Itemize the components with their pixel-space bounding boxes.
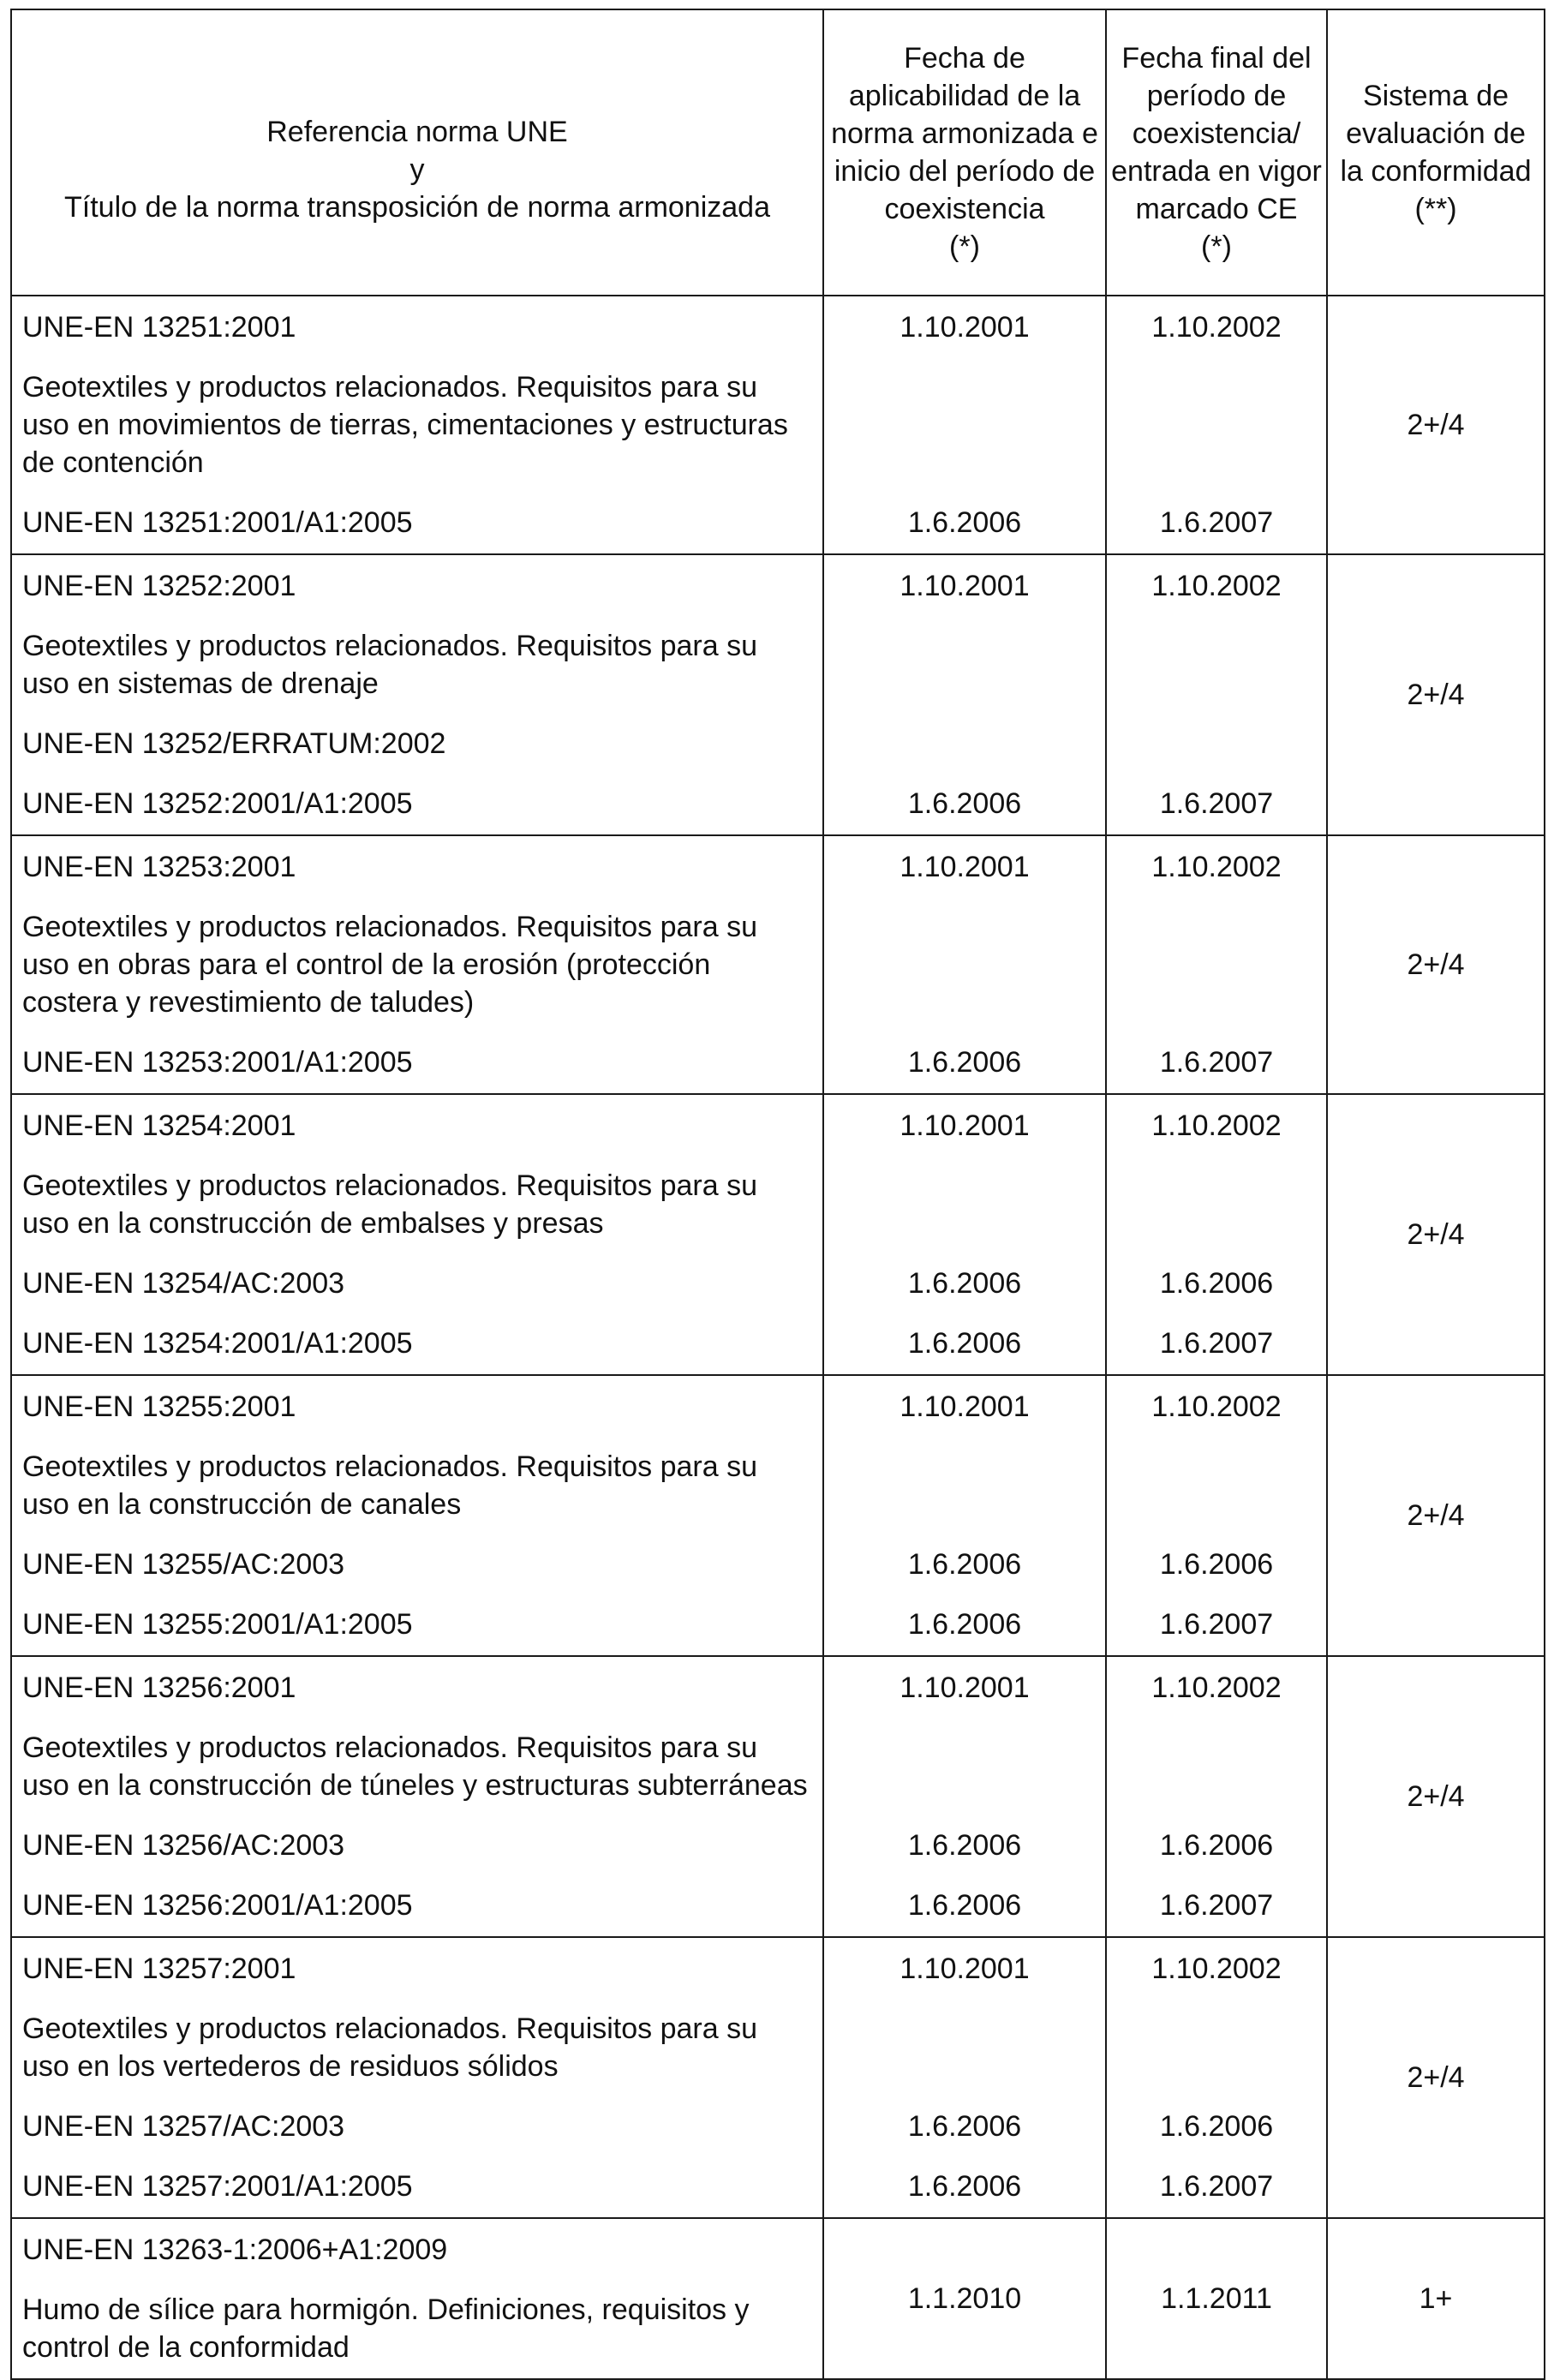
header-reference-line: y: [409, 153, 425, 186]
header-system-line: Sistema de: [1362, 80, 1509, 112]
system-cell: 2+/4: [1327, 1937, 1545, 2218]
start-date-cell: [823, 1937, 1106, 2218]
reference-cell: [11, 2218, 823, 2379]
start-date: 1.6.2006: [907, 1327, 1022, 1360]
header-end-line: marcado CE: [1135, 193, 1298, 225]
start-date-cell: [823, 296, 1106, 554]
end-date: 1.10.2002: [1151, 1109, 1282, 1142]
norm-title: Geotextiles y productos relacionados. Requisitos para su uso en obras para el control de la erosión (protección costera y revestimiento de taludes): [22, 911, 758, 1019]
start-date-cell: [823, 1656, 1106, 1937]
start-date: 1.6.2006: [907, 787, 1022, 820]
start-date: 1.6.2006: [907, 1829, 1022, 1862]
start-date: 1.10.2001: [900, 1109, 1030, 1142]
table-row: [11, 554, 1545, 835]
table-row: [11, 296, 1545, 554]
reference-cell: [11, 554, 823, 835]
norm-amendment: UNE-EN 13251:2001/A1:2005: [22, 506, 413, 539]
norm-reference: UNE-EN 13255:2001: [22, 1390, 296, 1423]
header-system-line: (**): [1414, 193, 1457, 225]
norm-amendment: UNE-EN 13253:2001/A1:2005: [22, 1046, 413, 1079]
norm-title: Geotextiles y productos relacionados. Requisitos para su uso en los vertederos de residuos sólidos: [22, 2012, 758, 2083]
header-end-line: entrada en vigor: [1111, 155, 1322, 188]
end-date-cell: [1106, 1094, 1327, 1375]
end-date: 1.6.2006: [1159, 1548, 1274, 1581]
header-reference-line: Título de la norma transposición de norma armonizada: [64, 191, 770, 224]
header-start-line: norma armonizada e: [831, 117, 1098, 150]
header-system-line: la conformidad: [1340, 155, 1532, 188]
norm-amendment: UNE-EN 13256:2001/A1:2005: [22, 1889, 413, 1922]
start-date: 1.10.2001: [900, 1390, 1030, 1423]
table-row: [11, 2218, 1545, 2379]
end-date-cell: [1106, 1375, 1327, 1656]
system-cell: 1+: [1327, 2218, 1545, 2379]
norm-reference: UNE-EN 13253:2001: [22, 851, 296, 883]
system-cell: 2+/4: [1327, 835, 1545, 1094]
system-cell: 2+/4: [1327, 296, 1545, 554]
start-date: 1.10.2001: [900, 851, 1030, 883]
reference-cell: [11, 1656, 823, 1937]
norm-title: Geotextiles y productos relacionados. Requisitos para su uso en movimientos de tierras, cimentaciones y estructuras de contención: [22, 371, 788, 479]
norm-amendment: UNE-EN 13252:2001/A1:2005: [22, 787, 413, 820]
table-row: [11, 1375, 1545, 1656]
header-system: [1327, 9, 1545, 296]
system-cell: 2+/4: [1327, 554, 1545, 835]
norm-corrigendum: UNE-EN 13256/AC:2003: [22, 1829, 345, 1862]
norm-reference: UNE-EN 13256:2001: [22, 1671, 296, 1704]
norm-title: Humo de sílice para hormigón. Definiciones, requisitos y control de la conformidad: [22, 2293, 750, 2364]
reference-cell: [11, 835, 823, 1094]
end-date-cell: [1106, 554, 1327, 835]
end-date: 1.6.2006: [1159, 1829, 1274, 1862]
start-date: 1.10.2001: [900, 1671, 1030, 1704]
table-row: [11, 835, 1545, 1094]
end-date-cell: [1106, 296, 1327, 554]
norm-reference: UNE-EN 13257:2001: [22, 1952, 296, 1985]
system-cell: 2+/4: [1327, 1094, 1545, 1375]
start-date-cell: [823, 1375, 1106, 1656]
header-start-line: Fecha de: [904, 42, 1025, 75]
start-date: 1.6.2006: [907, 1046, 1022, 1079]
table-row: [11, 1656, 1545, 1937]
end-date: 1.10.2002: [1151, 1390, 1282, 1423]
norm-corrigendum: UNE-EN 13257/AC:2003: [22, 2110, 345, 2143]
norm-reference: UNE-EN 13251:2001: [22, 311, 296, 344]
end-date-cell: [1106, 1937, 1327, 2218]
system-cell: 2+/4: [1327, 1375, 1545, 1656]
start-date-cell: [823, 835, 1106, 1094]
norm-amendment: UNE-EN 13257:2001/A1:2005: [22, 2170, 413, 2203]
start-date: 1.6.2006: [907, 2170, 1022, 2203]
norms-table: [10, 9, 1545, 2380]
header-end-line: (*): [1201, 230, 1232, 263]
start-date: 1.6.2006: [907, 1608, 1022, 1641]
header-end-line: coexistencia/: [1132, 117, 1301, 150]
header-start-date: [823, 9, 1106, 296]
norm-amendment: UNE-EN 13254:2001/A1:2005: [22, 1327, 413, 1360]
norm-title: Geotextiles y productos relacionados. Requisitos para su uso en la construcción de túneles y estructuras subterráneas: [22, 1731, 808, 1802]
start-date: 1.10.2001: [900, 1952, 1030, 1985]
end-date-cell: [1106, 835, 1327, 1094]
end-date: 1.6.2007: [1159, 1327, 1274, 1360]
start-date: 1.10.2001: [900, 570, 1030, 602]
end-date: 1.6.2007: [1159, 1046, 1274, 1079]
end-date: 1.6.2007: [1159, 1608, 1274, 1641]
end-date: 1.10.2002: [1151, 851, 1282, 883]
end-date-cell: [1106, 1656, 1327, 1937]
start-date-cell: [823, 554, 1106, 835]
end-date: 1.10.2002: [1151, 1671, 1282, 1704]
start-date: 1.6.2006: [907, 1889, 1022, 1922]
norm-erratum: UNE-EN 13252/ERRATUM:2002: [22, 727, 446, 760]
table-row: [11, 1094, 1545, 1375]
end-date: 1.6.2006: [1159, 1267, 1274, 1300]
reference-cell: [11, 1094, 823, 1375]
norm-title: Geotextiles y productos relacionados. Requisitos para su uso en la construcción de canales: [22, 1450, 758, 1521]
norm-title: Geotextiles y productos relacionados. Requisitos para su uso en la construcción de embalses y presas: [22, 1169, 758, 1240]
header-system-line: evaluación de: [1346, 117, 1526, 150]
header-reference: [11, 9, 823, 296]
start-date: 1.10.2001: [900, 311, 1030, 344]
start-date-cell: [823, 1094, 1106, 1375]
end-date: 1.6.2006: [1159, 2110, 1274, 2143]
norm-corrigendum: UNE-EN 13254/AC:2003: [22, 1267, 345, 1300]
norm-title: Geotextiles y productos relacionados. Requisitos para su uso en sistemas de drenaje: [22, 630, 758, 700]
norm-reference: UNE-EN 13254:2001: [22, 1109, 296, 1142]
header-end-line: Fecha final del: [1121, 42, 1312, 75]
start-date: 1.6.2006: [907, 1548, 1022, 1581]
end-date: 1.6.2007: [1159, 2170, 1274, 2203]
reference-cell: [11, 1375, 823, 1656]
start-date: 1.6.2006: [907, 506, 1022, 539]
header-start-line: coexistencia: [884, 193, 1045, 225]
start-date-cell: 1.1.2010: [823, 2218, 1106, 2379]
norm-reference: UNE-EN 13263-1:2006+A1:2009: [22, 2233, 448, 2266]
header-start-line: (*): [949, 230, 980, 263]
norm-corrigendum: UNE-EN 13255/AC:2003: [22, 1548, 345, 1581]
table-row: [11, 1937, 1545, 2218]
end-date: 1.10.2002: [1151, 311, 1282, 344]
header-start-line: aplicabilidad de la: [848, 80, 1081, 112]
header-end-line: período de: [1146, 80, 1287, 112]
header-reference-line: Referencia norma UNE: [266, 116, 568, 148]
end-date: 1.6.2007: [1159, 1889, 1274, 1922]
end-date: 1.6.2007: [1159, 787, 1274, 820]
header-start-line: inicio del período de: [834, 155, 1096, 188]
header-end-date: [1106, 9, 1327, 296]
end-date: 1.10.2002: [1151, 570, 1282, 602]
norm-reference: UNE-EN 13252:2001: [22, 570, 296, 602]
end-date-cell: 1.1.2011: [1106, 2218, 1327, 2379]
table-header-row: [11, 9, 1545, 296]
start-date: 1.6.2006: [907, 1267, 1022, 1300]
start-date: 1.6.2006: [907, 2110, 1022, 2143]
end-date: 1.10.2002: [1151, 1952, 1282, 1985]
reference-cell: [11, 296, 823, 554]
system-cell: 2+/4: [1327, 1656, 1545, 1937]
reference-cell: [11, 1937, 823, 2218]
norm-amendment: UNE-EN 13255:2001/A1:2005: [22, 1608, 413, 1641]
end-date: 1.6.2007: [1159, 506, 1274, 539]
